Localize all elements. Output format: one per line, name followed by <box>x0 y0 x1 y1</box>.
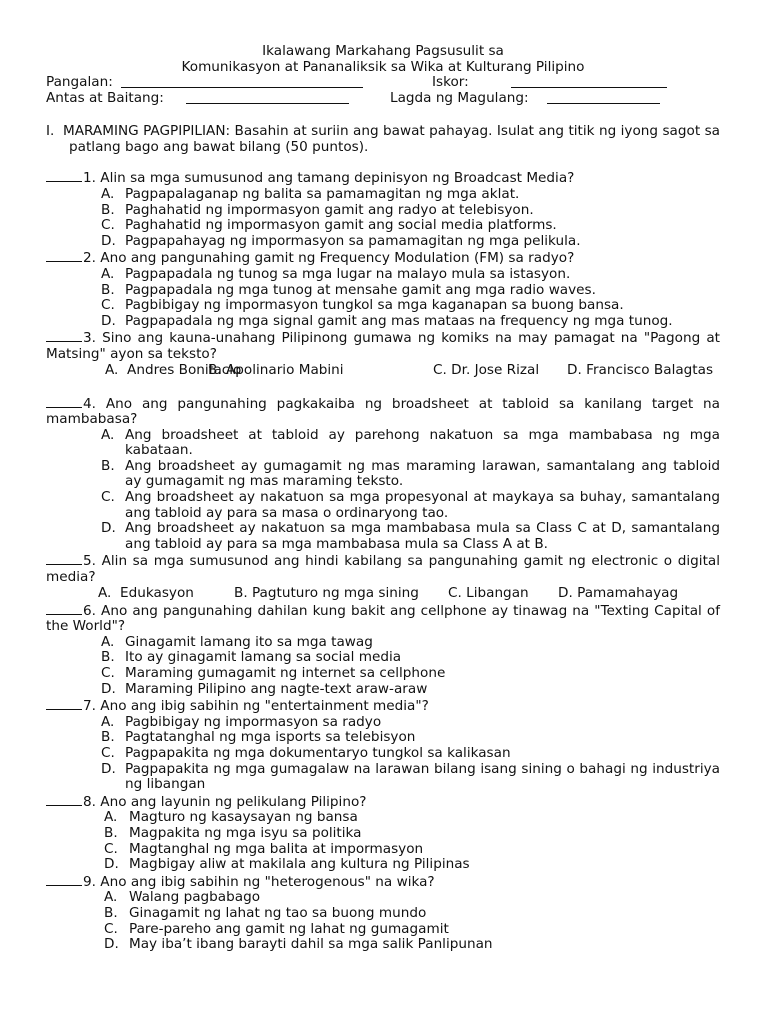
option-letter: A. <box>101 713 115 730</box>
name-label: Pangalan: <box>46 74 113 91</box>
answer-option <box>46 810 720 826</box>
option-letter: A. <box>101 185 115 202</box>
option-letter: B. <box>101 281 115 298</box>
option-text: Maraming Pilipino ang nagte-text araw-araw <box>125 680 428 697</box>
answer-blank[interactable] <box>46 329 82 342</box>
question-text: 2. Ano ang pangunahing gamit ng Frequency Modulation (FM) sa radyo? <box>83 250 575 267</box>
option-text: Magtanghal ng mga balita at impormasyon <box>129 840 424 857</box>
question-text: 6. Ano ang pangunahing dahilan kung bakit ang cellphone ay tinawag na "Texting Capital of the World"? <box>46 602 720 635</box>
option-text: Pagpapadala ng tunog sa mga lugar na malayo mula sa istasyon. <box>125 265 571 282</box>
option-letter: A. <box>104 889 118 906</box>
question-4 <box>46 395 720 428</box>
answer-option <box>46 857 720 873</box>
exam-title: Ikalawang Markahang Pagsusulit sa <box>262 43 504 59</box>
section-text: MARAMING PAGPIPILIAN: Basahin at suriin ang bawat pahayag. Isulat ang titik ng iyong sagot sa patlang bago ang bawat bilang (50 puntos). <box>63 123 720 155</box>
option-text: Magpakita ng mga isyu sa politika <box>129 824 362 841</box>
answer-option <box>46 490 720 521</box>
option-text: Pagtatanghal ng mga isports sa telebisyon <box>125 729 416 746</box>
answer-option: A. Edukasyon <box>98 584 194 601</box>
grade-sign-row <box>46 91 720 107</box>
question-text: 5. Alin sa mga sumusunod ang hindi kabilang sa pangunahing gamit ng electronic o digital media? <box>46 553 720 586</box>
answer-option <box>46 890 720 906</box>
question-text: 7. Ano ang ibig sabihin ng "entertainment media"? <box>83 698 429 715</box>
question-text: 4. Ano ang pangunahing pagkakaiba ng broadsheet at tabloid sa kanilang target na mambabasa? <box>46 395 720 428</box>
option-letter: D. <box>104 936 119 953</box>
option-letter: A. <box>101 426 115 443</box>
question-8 <box>46 793 720 811</box>
answer-option: B. Apolinario Mabini <box>208 361 344 378</box>
parent-signature-field[interactable] <box>547 91 660 109</box>
option-text: Ito ay ginagamit lamang sa social media <box>125 649 402 666</box>
answer-blank[interactable] <box>46 249 82 262</box>
grade-label: Antas at Baitang: <box>46 90 164 107</box>
answer-option <box>46 521 720 552</box>
option-letter: B. <box>101 649 115 666</box>
option-text: Magbigay aliw at makilala ang kultura ng Pilipinas <box>129 856 470 873</box>
option-letter: B. <box>101 729 115 746</box>
option-text: Ang broadsheet at tabloid ay parehong nakatuon sa mga mambabasa ng mga kabataan. <box>125 426 720 459</box>
answer-option <box>46 267 720 283</box>
answer-option <box>46 218 720 234</box>
option-text: Paghahatid ng impormasyon gamit ang social media platforms. <box>125 217 557 234</box>
option-letter: D. <box>101 760 116 777</box>
section-number: I. <box>46 123 55 140</box>
inline-options <box>46 363 720 379</box>
answer-blank[interactable] <box>46 602 82 615</box>
option-text: Pagbibigay ng impormasyon tungkol sa mga kaganapan sa buong bansa. <box>125 297 624 314</box>
answer-blank[interactable] <box>46 697 82 710</box>
option-text: May iba’t ibang barayti dahil sa mga salik Panlipunan <box>129 936 493 953</box>
option-text: Ang broadsheet ay gumagamit ng mas maraming larawan, samantalang ang tabloid ay gumagamit ng mas maraming teksto. <box>125 457 720 490</box>
exam-subtitle: Komunikasyon at Pananaliksik sa Wika at Kulturang Pilipino <box>181 58 585 75</box>
question-3 <box>46 329 720 362</box>
option-letter: C. <box>101 489 115 506</box>
answer-blank[interactable] <box>46 169 82 182</box>
score-label: Iskor: <box>432 74 469 91</box>
option-letter: B. <box>101 201 115 218</box>
answer-option <box>46 650 720 666</box>
answer-option: A. Andres Bonifacio <box>105 361 242 378</box>
question-list <box>46 169 720 952</box>
answer-option <box>46 459 720 490</box>
option-text: Ang broadsheet ay nakatuon sa mga mambabasa mula sa Class C at D, samantalang ang tabloid ay para sa mga mambabasa mula sa Class A at B. <box>125 520 720 552</box>
answer-blank[interactable] <box>46 395 82 408</box>
parent-signature-label: Lagda ng Magulang: <box>390 90 529 107</box>
grade-field[interactable] <box>186 91 349 109</box>
option-letter: B. <box>104 904 118 921</box>
answer-option <box>46 298 720 314</box>
question-text: 1. Alin sa mga sumusunod ang tamang depinisyon ng Broadcast Media? <box>83 170 575 187</box>
option-letter: D. <box>101 680 116 697</box>
option-letter: C. <box>101 217 115 234</box>
option-letter: A. <box>101 265 115 282</box>
option-letter: B. <box>101 457 115 474</box>
question-7 <box>46 697 720 715</box>
answer-option <box>46 937 720 953</box>
answer-option: D. Pamamahayag <box>558 584 679 601</box>
option-text: Pagpapahayag ng impormasyon sa pamamagitan ng mga pelikula. <box>125 232 581 249</box>
answer-option <box>46 682 720 698</box>
question-5 <box>46 552 720 585</box>
answer-option: B. Pagtuturo ng mga sining <box>234 584 419 601</box>
option-text: Pagpapakita ng mga dokumentaryo tungkol sa kalikasan <box>125 744 511 761</box>
answer-option: D. Francisco Balagtas <box>567 361 714 378</box>
inline-options <box>46 586 720 602</box>
option-letter: A. <box>101 633 115 650</box>
option-text: Ang broadsheet ay nakatuon sa mga propesyonal at maykaya sa buhay, samantalang ang tabloid ay para sa masa o ordinaryong tao. <box>125 489 720 521</box>
option-letter: A. <box>104 809 118 826</box>
option-text: Ginagamit ng lahat ng tao sa buong mundo <box>129 904 427 921</box>
option-letter: D. <box>104 856 119 873</box>
option-text: Pagpapadala ng mga tunog at mensahe gamit ang mga radio waves. <box>125 281 596 298</box>
option-text: Walang pagbabago <box>129 889 261 906</box>
option-letter: C. <box>104 920 118 937</box>
quiz-page <box>46 44 720 953</box>
option-letter: C. <box>101 665 115 681</box>
answer-option <box>46 203 720 219</box>
option-letter: B. <box>104 824 118 841</box>
answer-option <box>46 283 720 299</box>
option-text: Pagpapadala ng mga signal gamit ang mas mataas na frequency ng mga tunog. <box>125 312 673 329</box>
question-1 <box>46 169 720 187</box>
option-text: Pagbibigay ng impormasyon sa radyo <box>125 713 382 730</box>
option-text: Pagpapalaganap ng balita sa pamamagitan ng mga aklat. <box>125 185 520 202</box>
score-field[interactable] <box>511 75 667 93</box>
answer-option: C. Libangan <box>448 584 529 601</box>
name-score-row <box>46 75 720 91</box>
answer-option <box>46 715 720 731</box>
answer-option <box>46 234 720 250</box>
answer-option <box>46 187 720 203</box>
answer-blank[interactable] <box>46 793 82 806</box>
section-instructions <box>46 124 720 155</box>
option-letter: C. <box>104 840 118 857</box>
answer-option <box>46 730 720 746</box>
answer-option <box>46 314 720 330</box>
question-text: 3. Sino ang kauna-unahang Pilipinong gumawa ng komiks na may pamagat na "Pagong at Matsing" ayon sa teksto? <box>46 330 720 362</box>
option-text: Maraming gumagamit ng internet sa cellphone <box>125 665 446 681</box>
answer-blank[interactable] <box>46 873 82 886</box>
answer-option <box>46 826 720 842</box>
option-letter: D. <box>101 232 116 249</box>
question-9 <box>46 873 720 891</box>
option-letter: D. <box>101 520 116 537</box>
option-text: Pagpapakita ng mga gumagalaw na larawan bilang isang sining o bahagi ng industriya ng libangan <box>125 760 720 793</box>
answer-option <box>46 635 720 651</box>
answer-option <box>46 428 720 459</box>
answer-option <box>46 762 720 793</box>
answer-option <box>46 922 720 938</box>
question-text: 9. Ano ang ibig sabihin ng "heterogenous" na wika? <box>83 873 435 890</box>
option-text: Paghahatid ng impormasyon gamit ang radyo at telebisyon. <box>125 201 534 218</box>
answer-option <box>46 906 720 922</box>
question-2 <box>46 249 720 267</box>
answer-option <box>46 842 720 858</box>
option-letter: C. <box>101 744 115 761</box>
option-letter: D. <box>101 312 116 329</box>
option-text: Pare-pareho ang gamit ng lahat ng gumagamit <box>129 920 449 937</box>
question-6 <box>46 602 720 635</box>
option-text: Ginagamit lamang ito sa mga tawag <box>125 633 373 650</box>
answer-option <box>46 746 720 762</box>
question-text: 8. Ano ang layunin ng pelikulang Pilipino? <box>83 793 367 810</box>
option-text: Magturo ng kasaysayan ng bansa <box>129 809 358 826</box>
answer-blank[interactable] <box>46 552 82 565</box>
option-letter: C. <box>101 297 115 314</box>
answer-option: C. Dr. Jose Rizal <box>433 361 540 378</box>
answer-option <box>46 666 720 682</box>
